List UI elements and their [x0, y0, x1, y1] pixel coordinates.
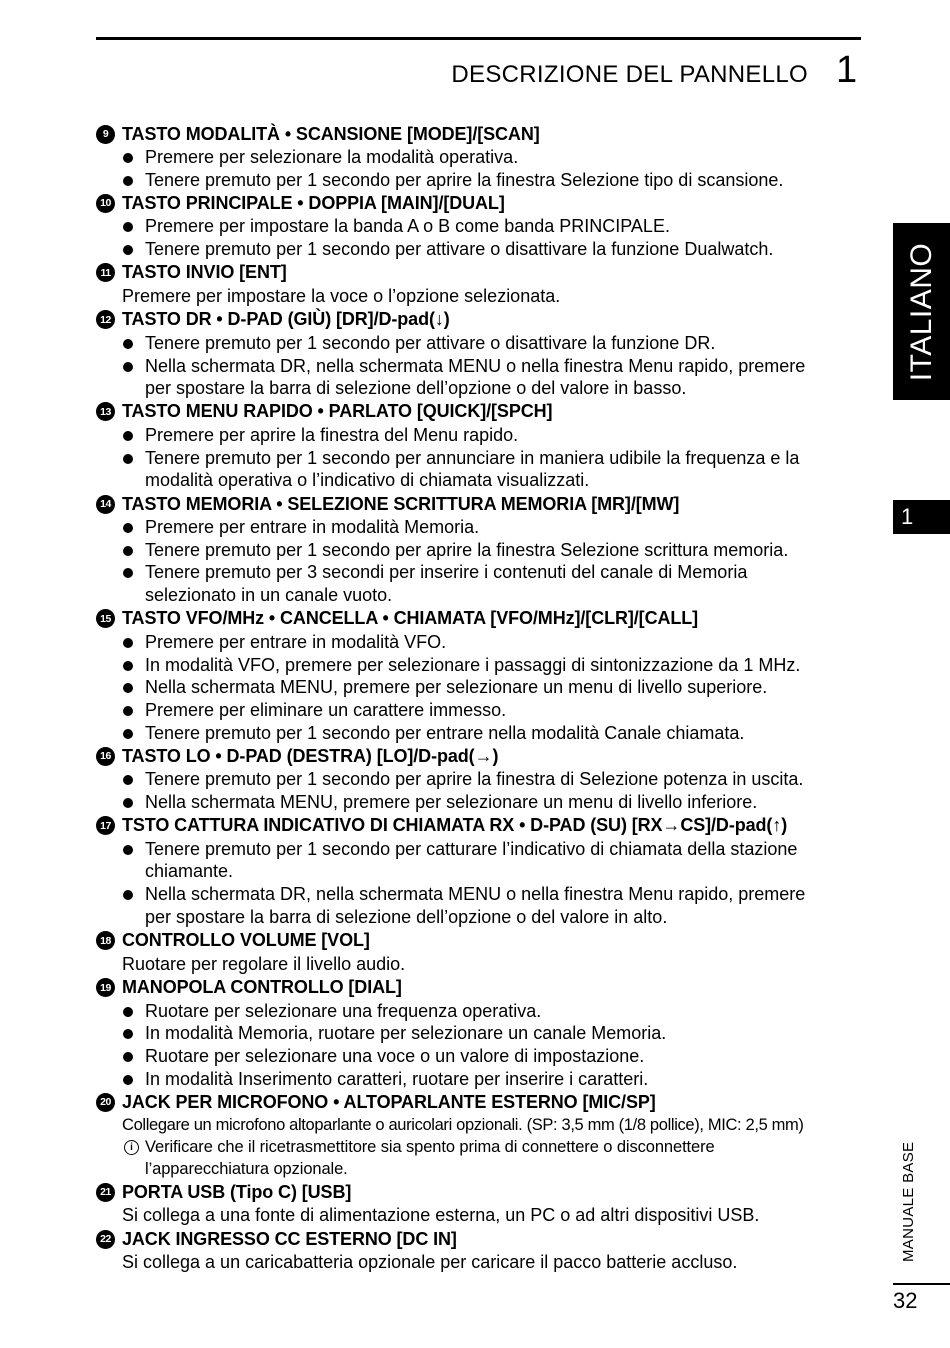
item-usb	[96, 1180, 866, 1227]
panel-description-list	[96, 122, 866, 1274]
item-number-badge: 10	[96, 194, 115, 213]
bullet-item: Ruotare per selezionare una frequenza operativa.	[96, 1000, 866, 1023]
bullet-item: Premere per eliminare un carattere immesso.	[96, 699, 866, 722]
bullet-continuation: selezionato in un canale vuoto.	[145, 585, 393, 606]
item-mic-sp	[96, 1090, 866, 1180]
language-tab-label: ITALIANO	[904, 242, 938, 381]
bullet-icon	[123, 153, 133, 163]
bullet-icon	[123, 245, 133, 255]
item-number-badge: 14	[96, 495, 115, 514]
bullet-item: Tenere premuto per 3 secondi per inserire i contenuti del canale di Memoria	[96, 561, 866, 584]
item-title: TASTO LO • D-PAD (DESTRA) [LO]/D-pad(→)	[122, 745, 499, 766]
bullet-icon	[123, 890, 133, 900]
bullet-item: In modalità VFO, premere per selezionare i passaggi di sintonizzazione da 1 MHz.	[96, 654, 866, 677]
item-number-badge: 9	[96, 125, 115, 144]
item-rx-cs-up	[96, 814, 866, 929]
bullet-item: Premere per entrare in modalità VFO.	[96, 631, 866, 654]
bullet-item: Tenere premuto per 1 secondo per aprire la finestra Selezione tipo di scansione.	[96, 169, 866, 192]
bullet-icon	[123, 661, 133, 671]
bullet-icon	[123, 775, 133, 785]
bullet-continuation: per spostare la barra di selezione dell’opzione o del valore in alto.	[145, 906, 668, 927]
item-title: TASTO VFO/MHz • CANCELLA • CHIAMATA [VFO/MHz]/[CLR]/[CALL]	[122, 608, 699, 629]
bullet-item: Premere per impostare la banda A o B come banda PRINCIPALE.	[96, 215, 866, 238]
bullet-icon	[123, 1029, 133, 1039]
bullet-icon	[123, 1007, 133, 1017]
bullet-item: Tenere premuto per 1 secondo per aprire la finestra di Selezione potenza in uscita.	[96, 768, 866, 791]
item-title: TASTO MODALITÀ • SCANSIONE [MODE]/[SCAN]	[122, 123, 540, 144]
bullet-item: Nella schermata DR, nella schermata MENU o nella finestra Menu rapido, premere	[96, 883, 866, 906]
bullet-icon	[123, 523, 133, 533]
item-number-badge: 20	[96, 1093, 115, 1112]
bullet-item: Ruotare per selezionare una voce o un valore di impostazione.	[96, 1045, 866, 1068]
bullet-icon	[123, 568, 133, 578]
chapter-number: 1	[836, 49, 858, 91]
item-dial	[96, 976, 866, 1091]
bullet-icon	[123, 431, 133, 441]
item-number-badge: 16	[96, 747, 115, 766]
bullet-icon	[123, 222, 133, 232]
item-title: TASTO INVIO [ENT]	[122, 262, 287, 283]
item-title: TASTO MEMORIA • SELEZIONE SCRITTURA MEMORIA [MR]/[MW]	[122, 493, 680, 514]
item-vol	[96, 929, 866, 976]
bullet-continuation: modalità operativa o l’indicativo di chiamata visualizzati.	[145, 470, 590, 491]
item-ent	[96, 261, 866, 308]
bullet-item: Tenere premuto per 1 secondo per attivare o disattivare la funzione DR.	[96, 332, 866, 355]
bullet-item: Tenere premuto per 1 secondo per annunciare in maniera udibile la frequenza e la	[96, 447, 866, 470]
item-title: TASTO DR • D-PAD (GIÙ) [DR]/D-pad(↓)	[122, 309, 450, 330]
bullet-icon	[123, 845, 133, 855]
item-title: CONTROLLO VOLUME [VOL]	[122, 930, 370, 951]
item-number-badge: 19	[96, 978, 115, 997]
bullet-icon	[123, 638, 133, 648]
item-title: JACK PER MICROFONO • ALTOPARLANTE ESTERNO [MIC/SP]	[122, 1091, 656, 1112]
item-number-badge: 21	[96, 1183, 115, 1202]
bullet-continuation: chiamante.	[145, 861, 234, 882]
bullet-icon	[123, 1052, 133, 1062]
item-title: TASTO MENU RAPIDO • PARLATO [QUICK]/[SPCH]	[122, 401, 553, 422]
bullet-item: Nella schermata DR, nella schermata MENU o nella finestra Menu rapido, premere	[96, 355, 866, 378]
bullet-item: Tenere premuto per 1 secondo per catturare l’indicativo di chiamata della stazione	[96, 838, 866, 861]
item-description: Collegare un microfono altoparlante o auricolari opzionali. (SP: 3,5 mm (1/8 pollice), MIC: 2,5 mm)	[122, 1116, 804, 1135]
bullet-icon	[123, 683, 133, 693]
item-title: TASTO PRINCIPALE • DOPPIA [MAIN]/[DUAL]	[122, 192, 505, 213]
item-number-badge: 18	[96, 931, 115, 950]
bullet-icon	[123, 176, 133, 186]
manual-label: MANUALE BASE	[900, 1141, 917, 1262]
item-title: JACK INGRESSO CC ESTERNO [DC IN]	[122, 1228, 457, 1249]
item-number-badge: 13	[96, 402, 115, 421]
bullet-item: In modalità Memoria, ruotare per selezionare un canale Memoria.	[96, 1022, 866, 1045]
bullet-icon	[123, 546, 133, 556]
bullet-icon	[123, 454, 133, 464]
item-main-dual	[96, 191, 866, 260]
page-number-rule	[893, 1283, 950, 1285]
item-description: Si collega a una fonte di alimentazione esterna, un PC o ad altri dispositivi USB.	[122, 1205, 760, 1226]
item-dc-in	[96, 1227, 866, 1274]
language-tab	[893, 223, 950, 400]
item-mr-mw	[96, 492, 866, 607]
item-title: MANOPOLA CONTROLLO [DIAL]	[122, 977, 402, 998]
item-dr-down	[96, 308, 866, 400]
note-continuation: l’apparecchiatura opzionale.	[145, 1160, 348, 1179]
note: i Verificare che il ricetrasmettitore sia spento prima di connettere o disconnettere	[96, 1136, 866, 1158]
item-number-badge: 22	[96, 1230, 115, 1249]
item-number-badge: 17	[96, 816, 115, 835]
bullet-item: Tenere premuto per 1 secondo per aprire la finestra Selezione scrittura memoria.	[96, 539, 866, 562]
header-rule	[96, 37, 861, 40]
bullet-icon	[123, 798, 133, 808]
info-icon: i	[124, 1140, 139, 1155]
bullet-item: In modalità Inserimento caratteri, ruotare per inserire i caratteri.	[96, 1068, 866, 1091]
item-description: Premere per impostare la voce o l’opzione selezionata.	[122, 285, 561, 306]
bullet-continuation: per spostare la barra di selezione dell’opzione o del valore in basso.	[145, 378, 687, 399]
bullet-icon	[123, 706, 133, 716]
bullet-item: Premere per selezionare la modalità operativa.	[96, 146, 866, 169]
item-number-badge: 12	[96, 310, 115, 329]
item-title: TSTO CATTURA INDICATIVO DI CHIAMATA RX • D-PAD (SU) [RX→CS]/D-pad(↑)	[122, 815, 788, 836]
bullet-icon	[123, 339, 133, 349]
item-lo-right	[96, 744, 866, 813]
item-title: PORTA USB (Tipo C) [USB]	[122, 1181, 352, 1202]
bullet-icon	[123, 362, 133, 372]
item-description: Ruotare per regolare il livello audio.	[122, 953, 406, 974]
bullet-item: Tenere premuto per 1 secondo per entrare nella modalità Canale chiamata.	[96, 722, 866, 745]
item-number-badge: 15	[96, 609, 115, 628]
bullet-item: Nella schermata MENU, premere per selezionare un menu di livello superiore.	[96, 676, 866, 699]
item-description: Si collega a un caricabatteria opzionale per caricare il pacco batterie accluso.	[122, 1252, 738, 1273]
item-vfo-clr-call	[96, 607, 866, 745]
bullet-item: Nella schermata MENU, premere per selezionare un menu di livello inferiore.	[96, 791, 866, 814]
page-number: 32	[893, 1288, 918, 1313]
bullet-item: Premere per entrare in modalità Memoria.	[96, 516, 866, 539]
chapter-title: DESCRIZIONE DEL PANNELLO	[451, 61, 808, 88]
bullet-item: Premere per aprire la finestra del Menu rapido.	[96, 424, 866, 447]
item-quick-spch	[96, 400, 866, 492]
item-mode-scan	[96, 122, 866, 191]
bullet-icon	[123, 729, 133, 739]
bullet-icon	[123, 1075, 133, 1085]
chapter-tab: 1	[893, 500, 950, 534]
item-number-badge: 11	[96, 263, 115, 282]
bullet-item: Tenere premuto per 1 secondo per attivare o disattivare la funzione Dualwatch.	[96, 238, 866, 261]
